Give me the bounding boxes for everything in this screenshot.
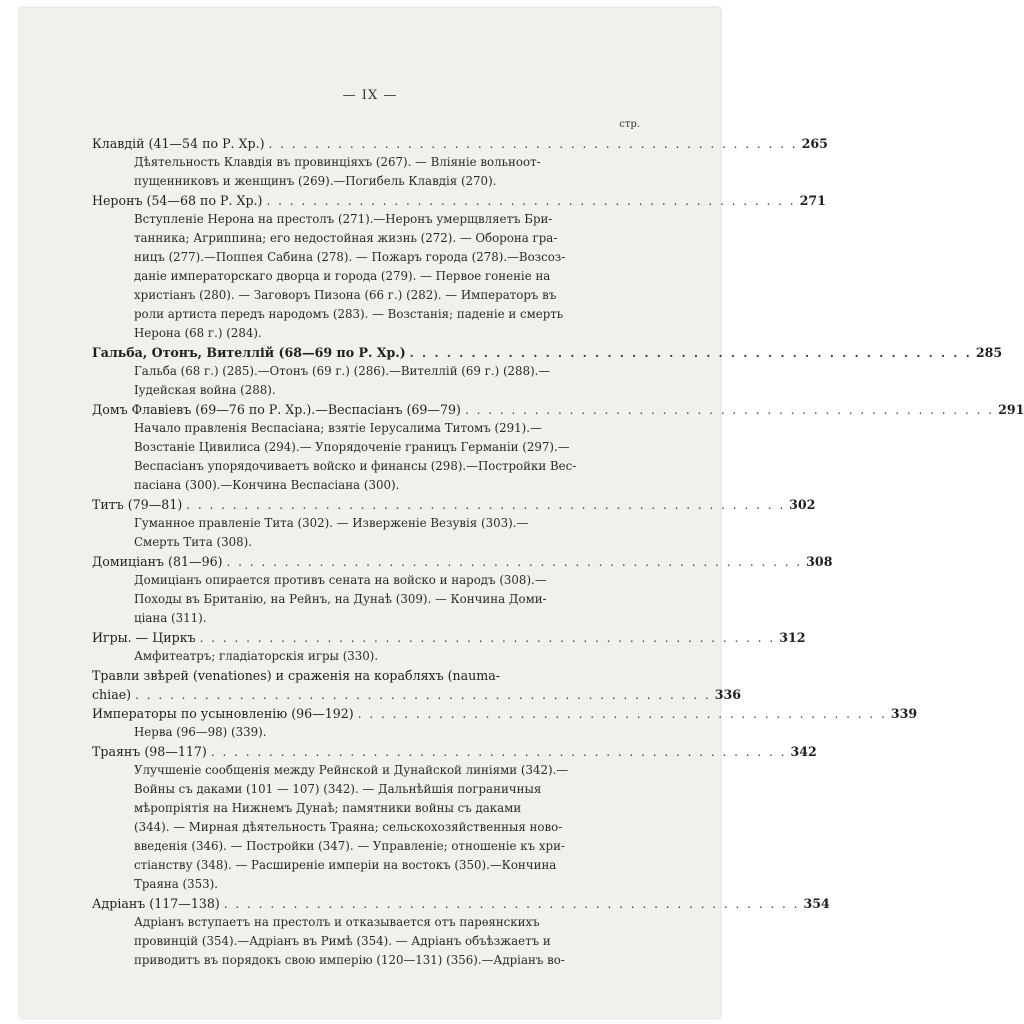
leader-dots: . . . . . . . . . . . . . . . . . . . . . . . . . . . . . . . . . . . . . . . . . . . . . . (409, 346, 972, 360)
toc-heading: Клавдій (41—54 по Р. Хр.) (92, 136, 265, 151)
toc-heading-row (92, 191, 826, 210)
leader-dots: . . . . . . . . . . . . . . . . . . . . . . . . . . . . . . . . . . . . . . . . . . . . . . . . . . (210, 745, 787, 759)
description-line: (344). — Мирная дѣятельность Траяна; сельскохозяйственныя ново- (134, 820, 563, 834)
toc-page-number: 285 (975, 345, 1003, 360)
page-column-label: стр. (619, 119, 640, 130)
toc-entry-games (92, 628, 806, 666)
toc-heading: Игры. — Циркъ (92, 630, 196, 645)
toc-page-number: 354 (803, 896, 830, 911)
toc-description (134, 514, 644, 552)
toc-heading-row (92, 400, 1024, 419)
toc-entry-nero (92, 191, 826, 343)
toc-page-number: 302 (789, 497, 816, 512)
toc-entry-domitian (92, 552, 833, 628)
toc-heading-row (92, 685, 742, 704)
toc-page-number: 342 (790, 744, 817, 759)
leader-dots: . . . . . . . . . . . . . . . . . . . . . . . . . . . . . . . . . . . . . . . . . . . . . . . . . . (199, 631, 776, 645)
toc-entry-claudius (92, 134, 828, 191)
leader-dots: . . . . . . . . . . . . . . . . . . . . . . . . . . . . . . . . . . . . . . . . . . . . . . (268, 137, 798, 151)
description-line: танника; Агриппина; его недостойная жизнь (272). — Оборона гра- (134, 231, 558, 245)
description-line: Улучшеніе сообщенія между Рейнской и Дунайской линіями (342).— (134, 763, 569, 777)
toc-description (134, 419, 644, 495)
toc-page-number: 336 (714, 687, 742, 702)
toc-description (134, 210, 644, 343)
description-line: христіанъ (280). — Заговоръ Пизона (66 г.) (282). — Императоръ въ (134, 288, 557, 302)
toc-heading: Императоры по усыновленію (96—192) (92, 706, 354, 721)
toc-heading: Гальба, Отонъ, Вителлій (68—69 по Р. Хр.) (92, 345, 406, 360)
description-line: стіанству (348). — Расширеніе имперіи на востокъ (350).—Кончина (134, 858, 557, 872)
description-line: пасіана (300).—Кончина Веспасіана (300). (134, 478, 400, 492)
toc-description (134, 362, 644, 400)
table-of-contents (92, 134, 1024, 970)
description-line: мѣропріятія на Нижнемъ Дунаѣ; памятники войны съ даками (134, 801, 522, 815)
toc-entry-flavians (92, 400, 1024, 495)
toc-heading-row (92, 628, 806, 647)
leader-dots: . . . . . . . . . . . . . . . . . . . . . . . . . . . . . . . . . . . . . . . . . . . . . . . . . . (223, 897, 800, 911)
toc-page-number: 271 (799, 193, 826, 208)
description-line: пущенниковъ и женщинъ (269).—Погибель Клавдія (270). (134, 174, 497, 188)
toc-heading: Неронъ (54—68 по Р. Хр.) (92, 193, 263, 208)
description-line: роли артиста передъ народомъ (283). — Возстанія; паденіе и смерть (134, 307, 564, 321)
toc-page-number: 312 (779, 630, 806, 645)
toc-description (134, 647, 644, 666)
toc-heading-row (92, 343, 1003, 362)
description-line: провинцій (354).—Адріанъ въ Римѣ (354). — Адріанъ объѣзжаетъ и (134, 934, 551, 948)
toc-entry-trajan (92, 742, 817, 894)
description-line: Начало правленія Веспасіана; взятіе Іерусалима Титомъ (291).— (134, 421, 542, 435)
toc-entry-hadrian (92, 894, 830, 970)
toc-entry-venationes (92, 666, 742, 704)
description-line: введенія (346). — Постройки (347). — Управленіе; отношеніе къ хри- (134, 839, 565, 853)
toc-heading-row (92, 704, 918, 723)
description-line: Дѣятельность Клавдія въ провинціяхъ (267). — Вліяніе вольноот- (134, 155, 541, 169)
toc-heading: Адріанъ (117—138) (92, 896, 220, 911)
description-line: Вступленіе Нерона на престолъ (271).—Неронъ умерщвляетъ Бри- (134, 212, 553, 226)
description-line: ницъ (277).—Поппея Сабина (278). — Пожаръ города (278).—Возсоз- (134, 250, 566, 264)
description-line: Нерва (96—98) (339). (134, 725, 267, 739)
toc-heading: Траянъ (98—117) (92, 744, 207, 759)
toc-heading-row (92, 894, 830, 913)
description-line: Смерть Тита (308). (134, 535, 252, 549)
leader-dots: . . . . . . . . . . . . . . . . . . . . . . . . . . . . . . . . . . . . . . . . . . . . . . . . . . (135, 688, 711, 702)
description-line: ціана (311). (134, 611, 207, 625)
toc-page-number: 265 (801, 136, 828, 151)
description-line: Домиціанъ опирается противъ сената на войско и народъ (308).— (134, 573, 547, 587)
description-line: Нерона (68 г.) (284). (134, 326, 262, 340)
description-line: Возстаніе Цивилиса (294).— Упорядоченіе границъ Германіи (297).— (134, 440, 570, 454)
toc-heading: Домъ Флавіевъ (69—76 по Р. Хр.).—Веспасіанъ (69—79) (92, 402, 461, 417)
book-page (20, 8, 1024, 1018)
leader-dots: . . . . . . . . . . . . . . . . . . . . . . . . . . . . . . . . . . . . . . . . . . . . . . . . . . (226, 555, 803, 569)
leader-dots: . . . . . . . . . . . . . . . . . . . . . . . . . . . . . . . . . . . . . . . . . . . . . . . . . . . . (186, 498, 786, 512)
toc-description (134, 723, 644, 742)
toc-page-number: 291 (998, 402, 1024, 417)
description-line: приводитъ въ порядокъ свою имперію (120—131) (356).—Адріанъ во- (134, 953, 565, 967)
toc-heading-row (92, 742, 817, 761)
toc-page-number: 339 (890, 706, 918, 721)
description-line: Гальба (68 г.) (285).—Отонъ (69 г.) (286).—Вителлій (69 г.) (288).— (134, 364, 551, 378)
leader-dots: . . . . . . . . . . . . . . . . . . . . . . . . . . . . . . . . . . . . . . . . . . . . . . (266, 194, 796, 208)
description-line: Войны съ даками (101 — 107) (342). — Дальнѣйшія пограничныя (134, 782, 542, 796)
toc-heading-continuation: chiae) (92, 687, 132, 702)
toc-entry-titus (92, 495, 816, 552)
toc-description (134, 153, 644, 191)
description-line: Веспасіанъ упорядочиваетъ войско и финансы (298).—Постройки Вес- (134, 459, 577, 473)
description-line: даніе императорскаго дворца и города (279). — Первое гоненіе на (134, 269, 551, 283)
leader-dots: . . . . . . . . . . . . . . . . . . . . . . . . . . . . . . . . . . . . . . . . . . . . . . (357, 707, 887, 721)
toc-heading: Титъ (79—81) (92, 497, 183, 512)
description-line: Іудейская война (288). (134, 383, 276, 397)
toc-heading: Домиціанъ (81—96) (92, 554, 223, 569)
leader-dots: . . . . . . . . . . . . . . . . . . . . . . . . . . . . . . . . . . . . . . . . . . . . . . (464, 403, 995, 417)
toc-entry-adoptive-emperors (92, 704, 918, 742)
toc-page-number: 308 (806, 554, 833, 569)
page-folio: — IX — (342, 88, 398, 103)
description-line: Амфитеатръ; гладіаторскія игры (330). (134, 649, 379, 663)
description-line: Гуманное правленіе Тита (302). — Изверженіе Везувія (303).— (134, 516, 529, 530)
toc-entry-galba (92, 343, 1003, 400)
toc-description (134, 761, 644, 894)
description-line: Траяна (353). (134, 877, 219, 891)
toc-heading-row (92, 495, 816, 514)
toc-heading-row (92, 134, 828, 153)
toc-description (134, 571, 644, 628)
description-line: Адріанъ вступаетъ на престолъ и отказывается отъ парѳянскихъ (134, 915, 540, 929)
toc-heading: Травли звѣрей (venationes) и сраженія на корабляхъ (nauma- (92, 668, 500, 683)
toc-heading-row (92, 552, 833, 571)
description-line: Походы въ Британію, на Рейнъ, на Дунаѣ (309). — Кончина Доми- (134, 592, 547, 606)
toc-description (134, 913, 644, 970)
